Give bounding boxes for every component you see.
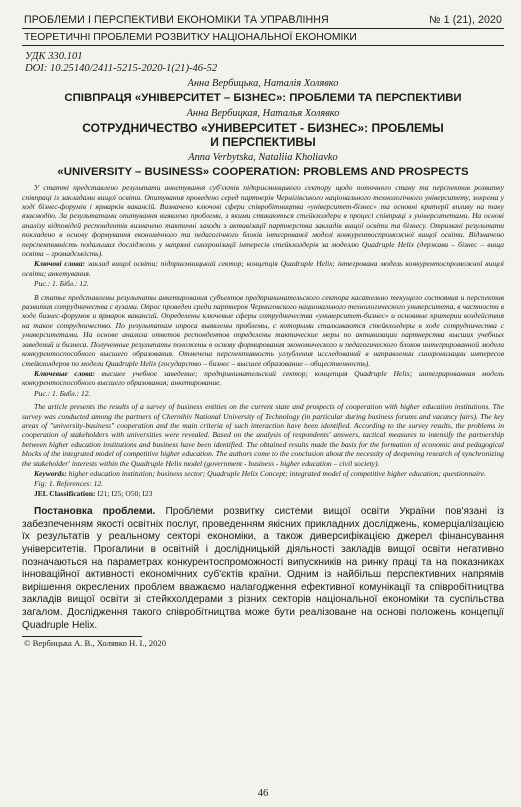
copyright: © Вербицька А. В., Холявко Н. І., 2020: [24, 638, 167, 649]
doi: DOI: 10.25140/2411-5215-2020-1(21)-46-52: [25, 63, 218, 74]
page-number: 46: [257, 788, 269, 799]
refs-en: Fig: 1. References: 12.: [34, 479, 104, 489]
title-ua: СПІВПРАЦЯ «УНІВЕРСИТЕТ – БІЗНЕС»: ПРОБЛЕМИ ТА ПЕРСПЕКТИВИ: [64, 92, 462, 104]
running-header: [22, 6, 504, 29]
body-text: Проблеми розвитку системи вищої освіти України пов'язані із забезпеченням якості освітніх послуг, проведенням якісних прикладних досліджень, комерціалізацією їх результатів у реальному секторі економіки, а також диверсифікацією джерел фінансування університетів. Прогалини в освітній і дослідницькій діяльності закладів вищої освіти негативно позначаються на параметрах конкурентоспроможності випускників на ринку праці та на показниках інноваційної активності економічних суб'єктів країни. Одним із найбільш перспективних напрямів вирішення окреслених проблем вважаємо налагодження ефективної комунікації та співробітництва закладів вищої освіти зі стейкхолдерами з різних секторів національної економіки та суспільства загалом. Дослідження такого співробітництва може бути реалізоване на основі положень концепції Quadruple Helix.: [22, 506, 504, 631]
authors-en: Anna Verbytska, Nataliia Kholiavko: [188, 152, 338, 164]
keywords-ua: [22, 259, 504, 278]
section-lead: Постановка проблеми.: [34, 506, 156, 518]
keywords-ru-text: высшее учебное заведение; предпринимательский сектор; концепция Quadruple Helix; интегрированная модель конкурентоспособного высшего образования; анкетирование.: [22, 368, 504, 388]
journal-title: ПРОБЛЕМИ І ПЕРСПЕКТИВИ ЕКОНОМІКИ ТА УПРАВЛІННЯ: [24, 14, 329, 26]
keywords-ua-text: заклад вищої освіти; підприємницький сектор; концепція Quadruple Helix; інтегрована модель конкурентоспроможної вищої освіти; анкетування.: [22, 259, 504, 278]
title-en: «UNIVERSITY – BUSINESS» COOPERATION: PROBLEMS AND PROSPECTS: [57, 166, 469, 179]
refs-ru: Рис.: 1. Библ.: 12.: [34, 388, 91, 398]
keywords-ua-label: Ключові слова:: [34, 259, 86, 269]
title-ru: [22, 122, 504, 149]
title-ru-line2: И ПЕРСПЕКТИВЫ: [210, 134, 316, 149]
keywords-en: [22, 469, 504, 478]
journal-page: [22, 6, 504, 801]
jel-classification: [22, 489, 504, 498]
abstract-ua: У статті представлено результати анкетування суб'єктів підприємницького сектору щодо поточного стану та перспектив розвитку співпраці із закладами вищої освіти. Опитування проведено серед партнерів Чернігівського національного технологічного університету, зокрема у ході бізнес-форумів і ярмарків вакансій. Визначено ключові сфери співробітництва «університет-бізнес» та основні критерії впливу на таку взаємодію. За результатами опитування виявлено проблеми, з якими стикаються стейкхолдери в процесі співпраці з університетами. На основі аналізу відповідей респондентів визначено тактичні заходи з активізації партнерства закладів вищої освіти та бізнесу. Отримані результати покладено в основу формування економічного та педагогічного блоків інтегрованої моделі конкурентоспроможної вищої освіти. Відзначено перспективність подальших досліджень у напрямі синхронізації інтересів стейкхолдерів за моделлю Quadruple Helix (держава – бізнес – вища освіта – громадськість).: [22, 183, 504, 259]
keywords-en-label: Keywords:: [34, 468, 67, 478]
issue-number: № 1 (21), 2020: [429, 14, 502, 26]
keywords-en-text: higher education institution; business sector; Quadruple Helix Concept; integrated model of competitive higher education; questionnaire.: [68, 468, 487, 478]
abstract-ru: В статье представлены результаты анкетирования субъектов предпринимательского сектора касательно текущего состояния и перспектив развития сотрудничества с вузами. Опрос проведен среди партнеров Черниговского национального технологического университета, в частности в ходе бизнес-форумов и ярмарок вакансий. Определены ключевые сферы сотрудничества «университет-бизнес» и основные критерии воздействия на такое сотрудничество. По результатам опроса выявлены проблемы, с которыми сталкиваются стейкхолдеры в ходе сотрудничества с университетами. На основе анализа ответов респондентов определены тактические меры по активизации партнерства высших учебных заведений и бизнеса. Полученные результаты положены в основу формирования экономического и педагогического блоков интегрированной модели конкурентоспособного высшего образования. Отмечена перспективность углубления исследований в направлении синхронизации интересов стейкхолдеров по модели Quadruple Helix (государство – бизнес – высшее образование – общественность).: [22, 292, 504, 368]
udc-code: УДК 330.101: [25, 51, 83, 62]
authors-ua: Анна Вербицька, Наталія Холявко: [187, 78, 339, 89]
footnote-divider: [22, 636, 142, 637]
keywords-ru-label: Ключевые слова:: [34, 368, 95, 378]
jel-codes: I21; I25; O50; I23: [97, 488, 153, 498]
keywords-ru: [22, 369, 504, 388]
abstract-en: The article presents the results of a survey of business entities on the current state and prospects of cooperation with higher education institutions. The survey was conducted among the partners of Chernihiv National University of Technology (in particular during business forums and vacancy fairs). The key areas of "university-business" cooperation and the main criteria of such interaction have been identified. According to the survey results, the problems in cooperation of stakeholders with universities were revealed. Based on the analysis of respondents' answers, tactical measures to intensify the partnership between higher education institutions and business have been identified. The obtained results made the basis for the formation of economic and pedagogical blocks of the integrated model of competitive higher education. The authors come to the conclusion about the necessity of deepening research of synchronizing the stakeholder' interests within the Quadruple Helix model (government - business - higher education – civil society).: [22, 402, 504, 468]
section-heading: ТЕОРЕТИЧНІ ПРОБЛЕМИ РОЗВИТКУ НАЦІОНАЛЬНОЇ ЕКОНОМІКИ: [22, 29, 504, 46]
refs-ua: Рис.: 1. Бібл.: 12.: [34, 279, 89, 289]
body-paragraph: [22, 506, 504, 632]
article-meta: [22, 51, 504, 75]
authors-ru: Анна Вербицкая, Наталья Холявко: [186, 108, 340, 119]
title-ru-line1: СОТРУДНИЧЕСТВО «УНИВЕРСИТЕТ - БИЗНЕС»: ПРОБЛЕМЫ: [82, 121, 444, 135]
jel-label: JEL Classification:: [34, 488, 96, 498]
